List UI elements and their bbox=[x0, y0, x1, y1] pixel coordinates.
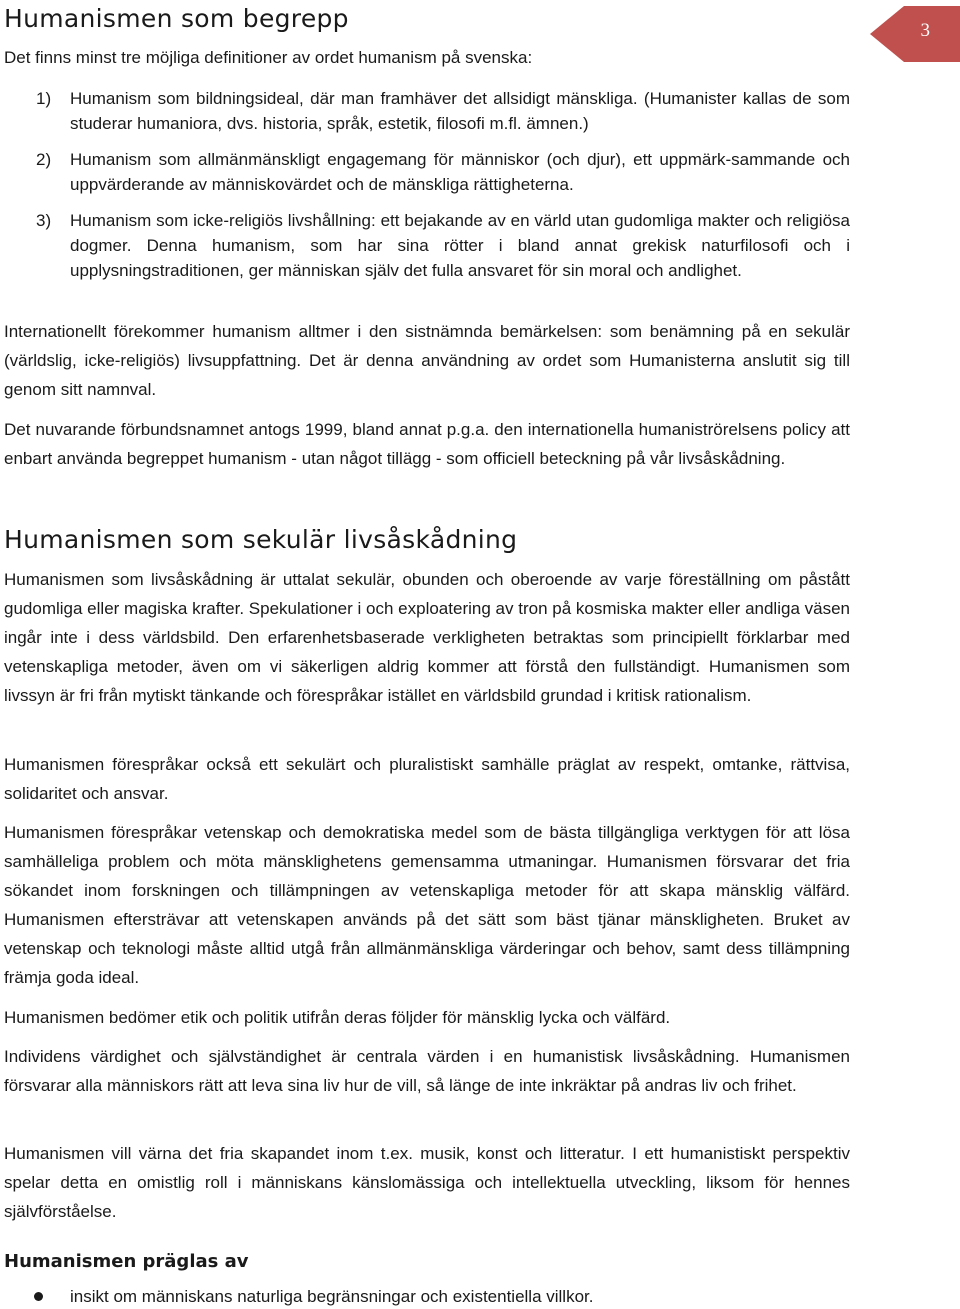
paragraph: Humanismen som livsåskådning är uttalat sekulär, obunden och oberoende av varje föreställning om påstått gudomliga eller magiska krafter. Spekulationer i och exploatering av tron på kosmiska makter eller andliga väsen ingår inte i dess världsbild. Den erfarenhetsbaserade verkligheten betraktas som principiellt förklarbar med vetenskapliga metoder, även om vi säkerligen aldrig kommer att förstå den fullständigt. Humanismen som livssyn är fri från mytiskt tänkande och förespråkar istället en världsbild grundad i kritisk rationalism. bbox=[4, 570, 850, 705]
list-item-number: 1) bbox=[36, 89, 52, 108]
list-item-number: 3) bbox=[36, 211, 52, 230]
list-item bbox=[4, 208, 850, 283]
paragraph: Humanismen vill värna det fria skapandet inom t.ex. musik, konst och litteratur. I ett humanistiskt perspektiv spelar detta en omistlig roll i människans känslomässiga och intellektuella utveckling, liksom för hennes självförståelse. bbox=[4, 1144, 850, 1221]
paragraph: Humanismen bedömer etik och politik utifrån deras följder för mänsklig lycka och välfärd. bbox=[4, 1008, 671, 1027]
page-number-arrow-shape bbox=[870, 6, 960, 62]
list-item-number: 2) bbox=[36, 150, 52, 169]
bullet-icon bbox=[34, 1292, 43, 1301]
subheading-praglas-av: Humanismen präglas av bbox=[4, 1251, 249, 1272]
paragraph: Humanismen förespråkar vetenskap och demokratiska medel som de bästa tillgängliga verktygen för att lösa samhälleliga problem och möta mänsklighetens gemensamma utmaningar. Humanismen försvarar det fria sökandet inom forskningen och tillämpningen av vetenskapliga metoder för att skapa mänsklig välfärd. Humanismen eftersträvar att vetenskapen används på det sätt som bäst tjänar mänskligheten. Bruket av vetenskap och teknologi måste alltid utgå från allmänmänskliga värderingar och behov, samt dess tillämpning främja goda ideal. bbox=[4, 823, 850, 987]
list-item-text: insikt om människans naturliga begränsningar och existentiella villkor. bbox=[70, 1287, 594, 1306]
page-number-tab bbox=[870, 6, 960, 62]
list-item-text: Humanism som bildningsideal, där man framhäver det allsidigt mänskliga. (Humanister kallas de som studerar humaniora, dvs. historia, språk, estetik, filosofi m.fl. ämnen.) bbox=[70, 89, 850, 133]
list-item bbox=[4, 86, 850, 136]
paragraph: Humanismen förespråkar också ett sekulärt och pluralistiskt samhälle präglat av respekt, omtanke, rättvisa, solidaritet och ansvar. bbox=[4, 755, 850, 803]
paragraph: Det nuvarande förbundsnamnet antogs 1999, bland annat p.g.a. den internationella humaniströrelsens policy att enbart använda begreppet humanism - utan något tillägg - som officiell beteckning på vår livsåskådning. bbox=[4, 420, 850, 468]
intro-paragraph: Det finns minst tre möjliga definitioner av ordet humanism på svenska: bbox=[4, 48, 533, 67]
list-item bbox=[4, 1284, 850, 1309]
section-heading-begrepp: Humanismen som begrepp bbox=[4, 4, 349, 33]
list-item-text: Humanism som allmänmänskligt engagemang för människor (och djur), ett uppmärk-sammande och uppvärderande av människovärdet och de mänskliga rättigheterna. bbox=[70, 150, 850, 194]
page-number: 3 bbox=[920, 20, 930, 41]
section-heading-sekular-livsaskadning: Humanismen som sekulär livsåskådning bbox=[4, 525, 518, 554]
paragraph: Individens värdighet och självständighet är centrala värden i en humanistisk livsåskådning. Humanismen försvarar alla människors rätt att leva sina liv hur de vill, så länge de inte inkräktar på andras liv och frihet. bbox=[4, 1047, 850, 1095]
bullet-list bbox=[4, 1284, 850, 1309]
list-item bbox=[4, 147, 850, 197]
list-item-text: Humanism som icke-religiös livshållning: ett bejakande av en värld utan gudomliga makter och religiösa dogmer. Denna humanism, som har sina rötter i bland annat grekisk naturfilosofi och i upplysningstraditionen, ger människan själv det fulla ansvaret för sin moral och andlighet. bbox=[70, 211, 850, 280]
paragraph: Internationellt förekommer humanism alltmer i den sistnämnda bemärkelsen: som benämning på en sekulär (världslig, icke-religiös) livsuppfattning. Det är denna användning av ordet som Humanisterna anslutit sig till genom sitt namnval. bbox=[4, 322, 850, 399]
